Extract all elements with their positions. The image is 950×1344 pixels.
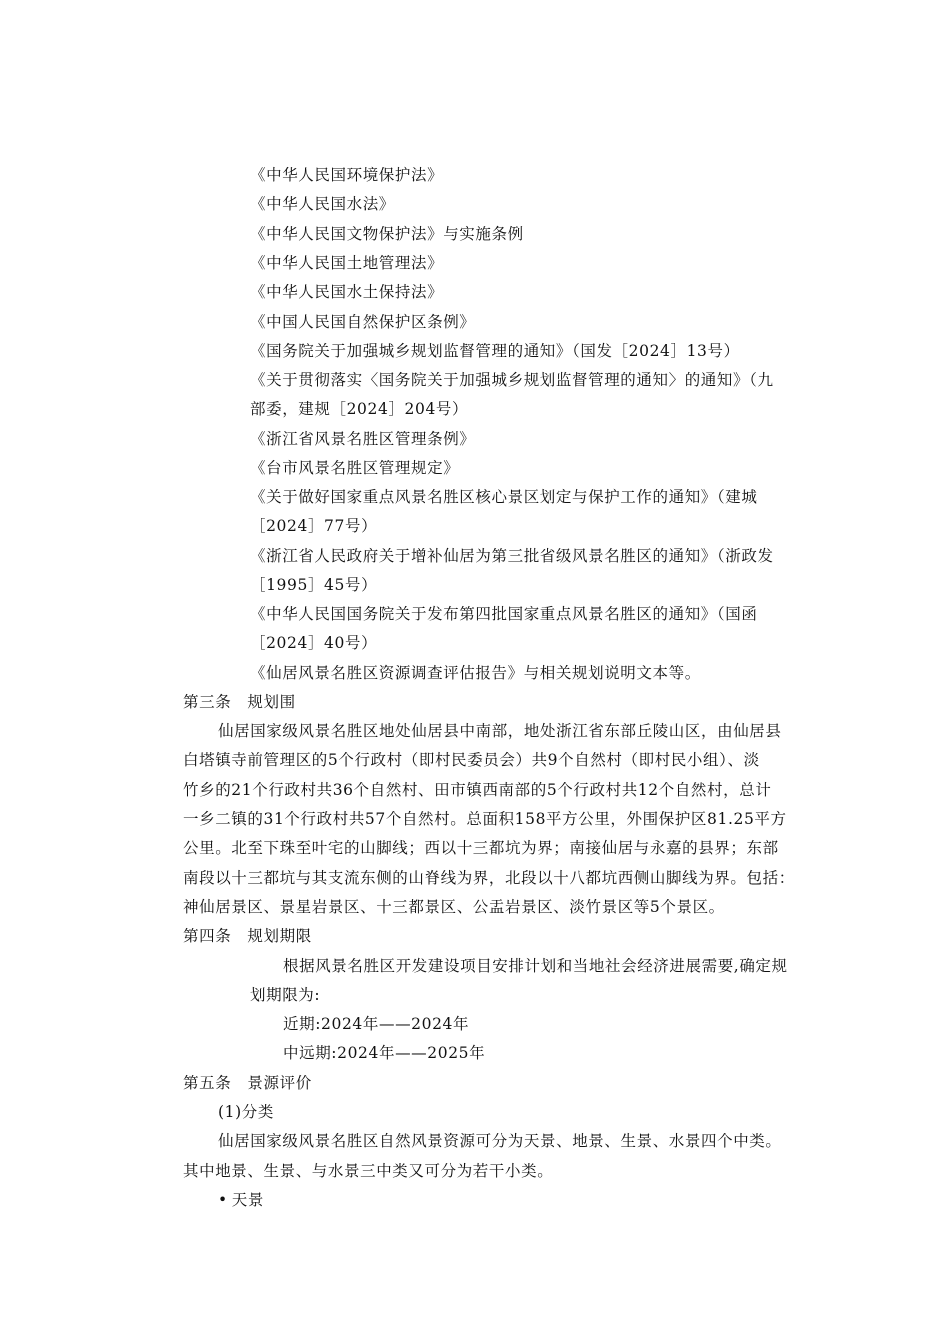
article-3-text: 竹乡的21个行政村共36个自然村、田市镇西南部的5个行政村共12个自然村，总计 [183,781,772,799]
article-4-text: 划期限为: [250,986,321,1004]
reference-item: 《关于贯彻落实〈国务院关于加强城乡规划监督管理的通知〉的通知》（九 [250,371,774,389]
article-3-text: 公里。北至下珠至叶宅的山脚线；西以十三都坑为界；南接仙居与永嘉的县界；东部 [183,839,779,857]
bullet-item [218,1189,264,1211]
article-4-text: 根据风景名胜区开发建设项目安排计划和当地社会经济进展需要,确定规 [283,957,788,975]
article-5-text: 其中地景、生景、与水景三中类又可分为若干小类。 [183,1162,554,1180]
reference-item: 《仙居风景名胜区资源调查评估报告》与相关规划说明文本等。 [250,664,701,682]
reference-item-continued: 部委，建规［2024］204号） [250,400,469,418]
article-5-heading: 第五条 景源评价 [183,1074,312,1092]
reference-item: 《中国人民国自然保护区条例》 [250,313,476,331]
reference-item: 《浙江省风景名胜区管理条例》 [250,430,476,448]
reference-item-continued: ［1995］45号） [250,576,378,594]
article-5-subheading: (1)分类 [218,1103,274,1121]
bullet-icon: • [218,1191,228,1209]
reference-item-continued: ［2024］40号） [250,634,378,652]
article-3-text: 白塔镇寺前管理区的5个行政村（即村民委员会）共9个自然村（即村民小组）、淡 [183,751,760,769]
reference-item: 《中华人民国水法》 [250,195,395,213]
reference-item-continued: ［2024］77号） [250,517,378,535]
article-3-text: 一乡二镇的31个行政村共57个自然村。总面积158平方公里，外围保护区81.25平方 [183,810,787,828]
article-3-heading: 第三条 规划围 [183,693,296,711]
reference-item: 《国务院关于加强城乡规划监督管理的通知》（国发［2024］13号） [250,342,740,360]
reference-item: 《中华人民国环境保护法》 [250,166,444,184]
reference-item: 《中华人民国土地管理法》 [250,254,444,272]
reference-item: 《关于做好国家重点风景名胜区核心景区划定与保护工作的通知》（建城 [250,488,758,506]
near-term-period: 近期:2024年——2024年 [283,1015,470,1033]
reference-item: 《中华人民国水土保持法》 [250,283,444,301]
article-5-text: 仙居国家级风景名胜区自然风景资源可分为天景、地景、生景、水景四个中类。 [218,1132,782,1150]
bullet-label: 天景 [231,1191,264,1209]
article-3-text: 仙居国家级风景名胜区地处仙居县中南部，地处浙江省东部丘陵山区，由仙居县 [218,722,782,740]
reference-item: 《中华人民国国务院关于发布第四批国家重点风景名胜区的通知》（国函 [250,605,758,623]
article-4-heading: 第四条 规划期限 [183,927,312,945]
reference-item: 《台市风景名胜区管理规定》 [250,459,460,477]
long-term-period: 中远期:2024年——2025年 [283,1044,486,1062]
article-3-text: 南段以十三都坑与其支流东侧的山脊线为界，北段以十八都坑西侧山脚线为界。包括： [183,869,795,887]
reference-item: 《中华人民国文物保护法》与实施条例 [250,225,524,243]
reference-item: 《浙江省人民政府关于增补仙居为第三批省级风景名胜区的通知》（浙政发 [250,547,774,565]
article-3-text: 神仙居景区、景星岩景区、十三都景区、公盂岩景区、淡竹景区等5个景区。 [183,898,725,916]
